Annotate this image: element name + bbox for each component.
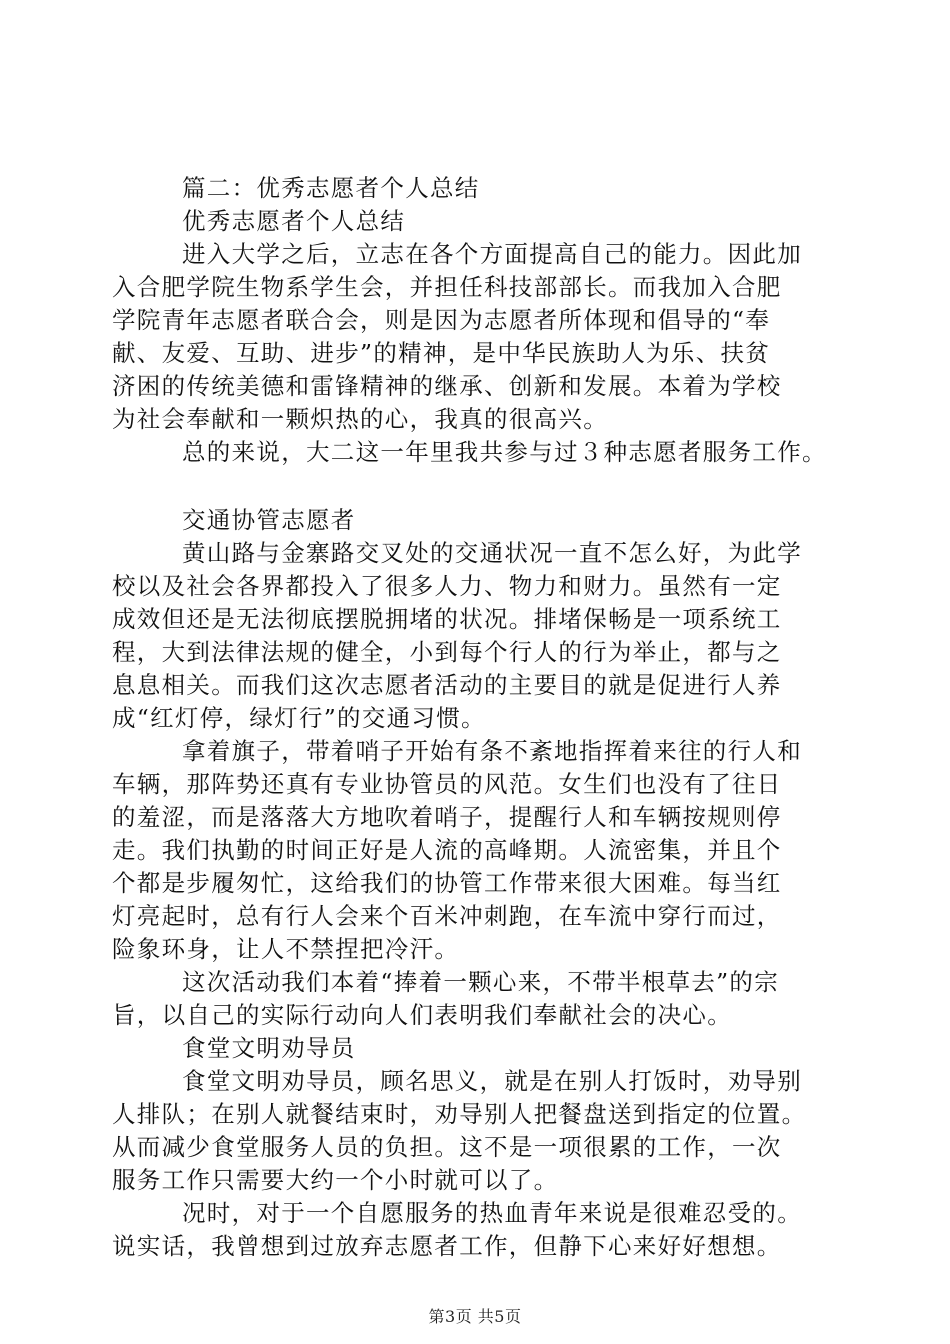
paragraph-line: 车辆，那阵势还真有专业协管员的风范。女生们也没有了往日	[112, 770, 782, 798]
paragraph-line: 险象环身，让人不禁捏把冷汗。	[112, 935, 460, 963]
document-body	[112, 172, 856, 1263]
paragraph-line: 总的来说，大二这一年里我共参与过３种志愿者服务工作。	[182, 438, 827, 466]
paragraph-line: 旨，以自己的实际行动向人们表明我们奉献社会的决心。	[112, 1001, 732, 1029]
document-title: 优秀志愿者个人总结	[182, 207, 406, 235]
paragraph-line: 灯亮起时，总有行人会来个百米冲刺跑，在车流中穿行而过，	[112, 902, 782, 930]
paragraph-line: 济困的传统美德和雷锋精神的继承、创新和发展。本着为学校	[112, 372, 782, 400]
paragraph-line: 献、友爱、互助、进步”的精神，是中华民族助人为乐、扶贫	[112, 339, 771, 367]
section-heading: 篇二：优秀志愿者个人总结	[182, 174, 480, 202]
paragraph-line: 的羞涩，而是落落大方地吹着哨子，提醒行人和车辆按规则停	[112, 803, 782, 831]
paragraph-line: 息息相关。而我们这次志愿者活动的主要目的就是促进行人养	[112, 671, 782, 699]
paragraph-line: 成“红灯停，绿灯行”的交通习惯。	[112, 704, 486, 732]
paragraph-line: 这次活动我们本着“捧着一颗心来，不带半根草去”的宗	[182, 968, 780, 996]
paragraph-line: 况时，对于一个自愿服务的热血青年来说是很难忍受的。	[182, 1199, 802, 1227]
paragraph-line: 拿着旗子，带着哨子开始有条不紊地指挥着来往的行人和	[182, 737, 802, 765]
paragraph-line: 服务工作只需要大约一个小时就可以了。	[112, 1166, 559, 1194]
paragraph-line: 程，大到法律法规的健全，小到每个行人的行为举止，都与之	[112, 638, 782, 666]
paragraph-line: 为社会奉献和一颗炽热的心，我真的很高兴。	[112, 405, 608, 433]
paragraph-line: 成效但还是无法彻底摆脱拥堵的状况。排堵保畅是一项系统工	[112, 605, 782, 633]
paragraph-line: 学院青年志愿者联合会，则是因为志愿者所体现和倡导的“奉	[112, 306, 771, 334]
subheading-canteen-guide: 食堂文明劝导员	[182, 1034, 356, 1062]
paragraph-line: 人排队；在别人就餐结束时，劝导别人把餐盘送到指定的位置。	[112, 1100, 807, 1128]
paragraph-line: 进入大学之后，立志在各个方面提高自己的能力。因此加	[182, 240, 802, 268]
paragraph-line: 说实话，我曾想到过放弃志愿者工作，但静下心来好好想想。	[112, 1232, 782, 1260]
paragraph-spacer	[112, 469, 856, 504]
paragraph-line: 入合肥学院生物系学生会，并担任科技部部长。而我加入合肥	[112, 273, 782, 301]
paragraph-line: 个都是步履匆忙，这给我们的协管工作带来很大困难。每当红	[112, 869, 782, 897]
page-number-footer: 第3页 共5页	[428, 1307, 522, 1326]
paragraph-line: 食堂文明劝导员，顾名思义，就是在别人打饭时，劝导别	[182, 1067, 802, 1095]
subheading-traffic-volunteer: 交通协管志愿者	[182, 506, 356, 534]
paragraph-line: 走。我们执勤的时间正好是人流的高峰期。人流密集，并且个	[112, 836, 782, 864]
paragraph-line: 黄山路与金寨路交叉处的交通状况一直不怎么好，为此学	[182, 539, 802, 567]
paragraph-line: 校以及社会各界都投入了很多人力、物力和财力。虽然有一定	[112, 572, 782, 600]
paragraph-line: 从而减少食堂服务人员的负担。这不是一项很累的工作，一次	[112, 1133, 782, 1161]
